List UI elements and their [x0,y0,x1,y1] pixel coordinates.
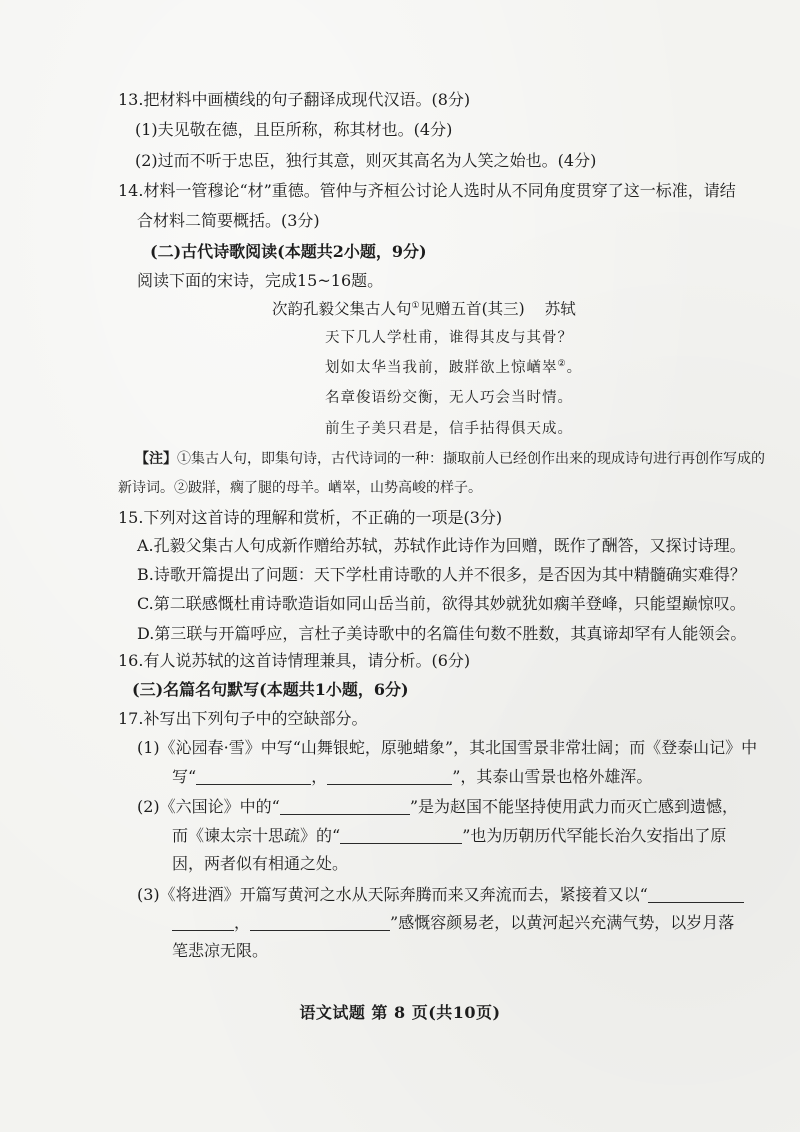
q17-item-2-text-c: 而《谏太宗十思疏》的“ [172,826,341,845]
q13-item-2: (2)过而不听于忠臣，独行其意，则灭其高名为人笑之始也。(4分) [135,151,597,170]
answer-blank [250,916,390,931]
q17-item-2-text-b: ”是为赵国不能坚持使用武力而灭亡感到遗憾， [409,797,739,816]
q15-option-c: C.第二联感慨杜甫诗歌造诣如同山岳当前，欲得其妙就犹如瘸羊登峰，只能望巅惊叹。 [137,594,746,613]
poem-line-2-text: 划如太华当我前，跛牂欲上惊崷崒 [325,360,558,376]
poem-line-2-tail: 。 [566,360,583,376]
q17-item-3-line-3: 笔悲凉无限。 [172,941,269,960]
q14-stem-line-2: 合材料二简要概括。(3分) [137,211,320,230]
answer-blank [280,800,410,815]
dictation-section-heading: (三)名篇名句默写(本题共1小题，6分) [132,680,409,699]
poem-title-text-tail: 见赠五首(其三) [419,300,525,318]
poem-line-4: 前生子美只君是，信手拈得俱天成。 [325,421,573,437]
q17-item-2-line-3: 因，两者似有相通之处。 [172,854,349,873]
q15-option-d: D.第三联与开篇呼应，言杜子美诗歌中的名篇佳句数不胜数，其真谛却罕有人能领会。 [137,624,747,643]
answer-blank [172,916,234,931]
page-footer: 语文试题 第 8 页(共10页) [299,1003,501,1022]
poem-note-line-1 [135,449,765,469]
q17-item-2-text-d: ”也为历朝历代罕能长治久安指出了原 [462,826,727,845]
q15-stem: 15.下列对这首诗的理解和赏析，不正确的一项是(3分) [118,508,503,527]
poetry-section-heading: (二)古代诗歌阅读(本题共2小题，9分) [150,242,427,261]
q15-option-a: A.孔毅父集古人句成新作赠给苏轼，苏轼作此诗作为回赠，既作了酬答，又探讨诗理。 [137,536,746,555]
answer-blank [327,770,452,785]
q15-option-b: B.诗歌开篇提出了问题：天下学杜甫诗歌的人并不很多，是否因为其中精髓确实难得？ [137,565,746,584]
poem-note-label: 【注】 [135,451,177,467]
q17-stem: 17.补写出下列句子中的空缺部分。 [118,709,368,728]
q17-item-1-text-a: 写“ [172,767,197,786]
q17-item-3-line-2 [172,913,734,933]
poem-line-3: 名章俊语纷交衡，无人巧会当时情。 [325,390,573,406]
poem-title-note-mark: ① [411,301,420,311]
q17-item-3-text-a: (3)《将进酒》开篇写黄河之水从天际奔腾而来又奔流而去，紧接着又以“ [137,885,648,904]
poem-line-2-note-mark: ② [557,359,567,369]
q17-item-3-text-b: ， [234,913,251,932]
answer-blank [340,829,462,844]
poem-note-text-1: ①集古人句，即集句诗，古代诗词的一种：撷取前人已经创作出来的现成诗句进行再创作写成的 [177,451,765,467]
poem-line-1: 天下几人学杜甫，谁得其皮与其骨？ [325,330,573,346]
q13-item-1: (1)夫见敬在德，且臣所称，称其材也。(4分) [135,120,453,139]
answer-blank [648,888,744,903]
q14-stem-line-1: 14.材料一管穆论“材”重德。管仲与齐桓公讨论人选时从不同角度贯穿了这一标准，请结 [118,181,736,200]
poem-author: 苏轼 [544,300,576,318]
q17-item-1-line-1: (1)《沁园春·雪》中写“山舞银蛇，原驰蜡象”，其北国雪景非常壮阔；而《登泰山记》中 [137,738,758,757]
poetry-instruction: 阅读下面的宋诗，完成15~16题。 [137,271,384,290]
answer-blank [196,770,311,785]
q17-item-3-line-1 [137,885,744,905]
poem-title-text: 次韵孔毅父集古人句 [272,300,412,318]
poem-note-line-2: 新诗词。②跛牂，瘸了腿的母羊。崷崒，山势高峻的样子。 [118,480,482,496]
poem-line-2 [325,358,582,378]
q17-item-2-text-a: (2)《六国论》中的“ [137,797,280,816]
q17-item-1-line-2 [172,767,652,787]
q17-item-3-text-c: ”感慨容颜易老，以黄河起兴充满气势，以岁月落 [390,913,735,932]
q17-item-2-line-1 [137,797,738,817]
q17-item-2-line-2 [172,826,726,846]
q13-stem: 13.把材料中画横线的句子翻译成现代汉语。(8分) [118,90,471,109]
poem-title [272,299,576,319]
q16-stem: 16.有人说苏轼的这首诗情理兼具，请分析。(6分) [118,651,471,670]
q17-item-1-text-c: ”，其泰山雪景也格外雄浑。 [452,767,653,786]
q17-item-1-text-b: ， [311,767,328,786]
